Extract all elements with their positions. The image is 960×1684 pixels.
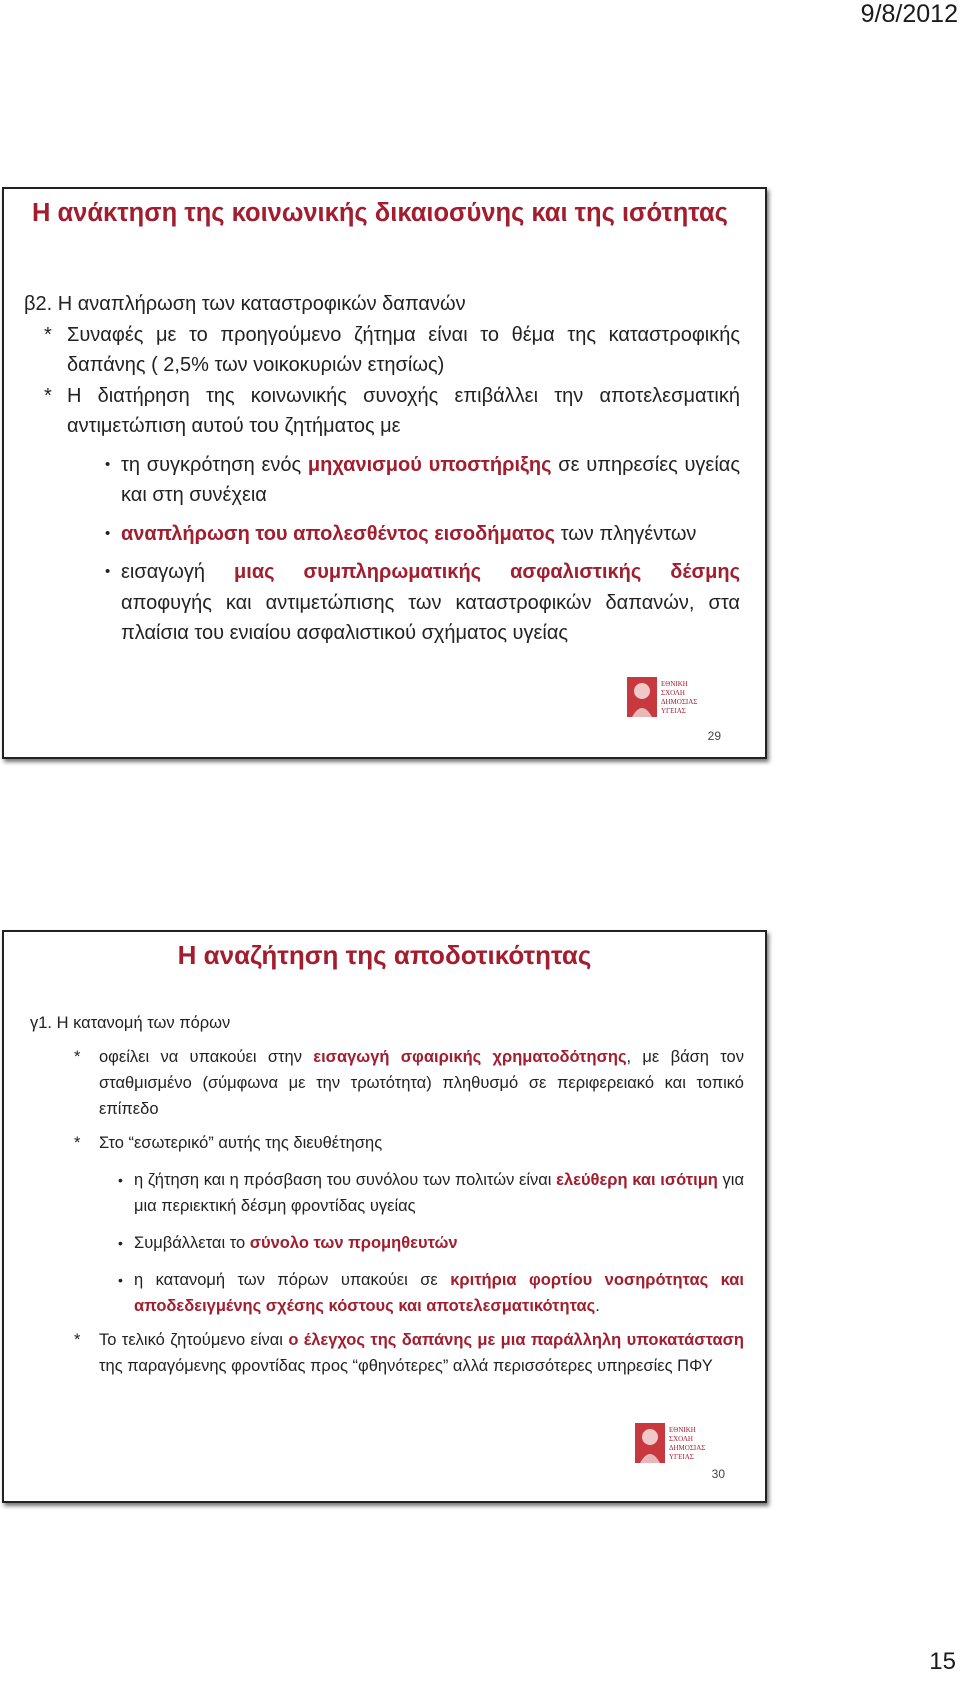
- highlight: εισαγωγή σφαιρικής χρηματοδότησης: [313, 1048, 627, 1066]
- sub-list-item: • η κατανομή των πόρων υπακούει σε κριτήρια φορτίου νοσηρότητας και αποδεδειγμένης σχέσης κόστους και αποτελεσματικότητας.: [34, 1267, 744, 1319]
- svg-text:ΣΧΟΛΗ: ΣΧΟΛΗ: [669, 1435, 693, 1443]
- star-marker: *: [74, 1134, 81, 1152]
- sub-list-item: • αναπλήρωση του απολεσθέντος εισοδήματος των πληγέντων: [24, 519, 740, 550]
- highlight: αναπλήρωση του απολεσθέντος εισοδήματος: [121, 522, 556, 545]
- slide-number: 30: [711, 1467, 725, 1481]
- school-logo: [635, 1423, 715, 1463]
- slide-title: Η αναζήτηση της αποδοτικότητας: [177, 940, 592, 970]
- svg-text:ΔΗΜΟΣΙΑΣ: ΔΗΜΟΣΙΑΣ: [669, 1444, 706, 1452]
- slide-29: [2, 187, 767, 759]
- school-logo: [627, 677, 707, 717]
- highlight: ελεύθερη και ισότιμη: [556, 1171, 718, 1189]
- svg-text:ΥΓΕΙΑΣ: ΥΓΕΙΑΣ: [661, 707, 686, 715]
- page-number: 15: [929, 1648, 956, 1675]
- list-item: * Στο “εσωτερικό” αυτής της διευθέτησης: [34, 1130, 744, 1156]
- sub-list-item: • εισαγωγή μιας συμπληρωματικής ασφαλιστικής δέσμης αποφυγής και αντιμετώπισης των καταστροφικών δαπανών, στα πλαίσια του ενιαίου ασφαλιστικού σχήματος υγείας: [24, 557, 740, 649]
- bullet-marker: •: [118, 1235, 123, 1251]
- highlight: κριτήρια φορτίου νοσηρότητας και αποδεδειγμένης σχέσης κόστους και αποτελεσματικότητας: [134, 1271, 744, 1315]
- svg-text:ΕΘΝΙΚΗ: ΕΘΝΙΚΗ: [669, 1426, 696, 1434]
- bullet-marker: •: [118, 1172, 123, 1188]
- list-item: * Η διατήρηση της κοινωνικής συνοχής επιβάλλει την αποτελεσματική αντιμετώπιση αυτού του ζητήματος με: [24, 381, 740, 442]
- svg-text:ΕΘΝΙΚΗ: ΕΘΝΙΚΗ: [661, 680, 688, 688]
- slide-30: [2, 930, 767, 1503]
- sub-list-item: • Συμβάλλεται το σύνολο των προμηθευτών: [34, 1230, 744, 1256]
- sub-list-item: • η ζήτηση και η πρόσβαση του συνόλου των πολιτών είναι ελεύθερη και ισότιμη για μια περιεκτική δέσμη φροντίδας υγείας: [34, 1167, 744, 1219]
- slide-body: [30, 1010, 744, 1379]
- star-marker: *: [44, 323, 52, 346]
- bullet-marker: •: [118, 1272, 123, 1288]
- slide-title: Η ανάκτηση της κοινωνικής δικαιοσύνης και της ισότητας: [32, 199, 728, 227]
- list-item: * Συναφές με το προηγούμενο ζήτημα είναι το θέμα της καταστροφικής δαπάνης ( 2,5% των νοικοκυριών ετησίως): [24, 320, 740, 381]
- highlight: σύνολο των προμηθευτών: [249, 1234, 458, 1252]
- list-item: * οφείλει να υπακούει στην εισαγωγή σφαιρικής χρηματοδότησης, με βάση τον σταθμισμένο (σύμφωνα με την τρωτότητα) πληθυσμό σε περιφερειακό και τοπικό επίπεδο: [34, 1044, 744, 1122]
- sub-list-item: • τη συγκρότηση ενός μηχανισμού υποστήριξης σε υπηρεσίες υγείας και στη συνέχεια: [24, 450, 740, 511]
- bullet-marker: •: [105, 563, 111, 580]
- star-marker: *: [74, 1331, 81, 1349]
- svg-text:ΣΧΟΛΗ: ΣΧΟΛΗ: [661, 689, 685, 697]
- star-marker: *: [74, 1048, 81, 1066]
- section-heading: γ1. Η κατανομή των πόρων: [30, 1014, 231, 1032]
- bullet-marker: •: [105, 524, 111, 542]
- highlight: μηχανισμού υποστήριξης: [307, 453, 552, 476]
- slide-body: [24, 289, 740, 649]
- svg-text:ΥΓΕΙΑΣ: ΥΓΕΙΑΣ: [669, 1453, 694, 1461]
- page-date: 9/8/2012: [860, 0, 958, 28]
- section-heading: β2. Η αναπλήρωση των καταστροφικών δαπανών: [24, 293, 466, 315]
- highlight: ο έλεγχος της δαπάνης με μια παράλληλη υποκατάσταση: [288, 1331, 744, 1349]
- slide-number: 29: [707, 729, 721, 743]
- star-marker: *: [44, 384, 52, 407]
- bullet-marker: •: [105, 455, 111, 473]
- highlight: μιας συμπληρωματικής ασφαλιστικής δέσμης: [234, 561, 740, 583]
- svg-text:ΔΗΜΟΣΙΑΣ: ΔΗΜΟΣΙΑΣ: [661, 698, 698, 706]
- list-item: * Το τελικό ζητούμενο είναι ο έλεγχος της δαπάνης με μια παράλληλη υποκατάσταση της παραγόμενης φροντίδας προς “φθηνότερες” αλλά περισσότερες υπηρεσίες ΠΦΥ: [34, 1327, 744, 1379]
